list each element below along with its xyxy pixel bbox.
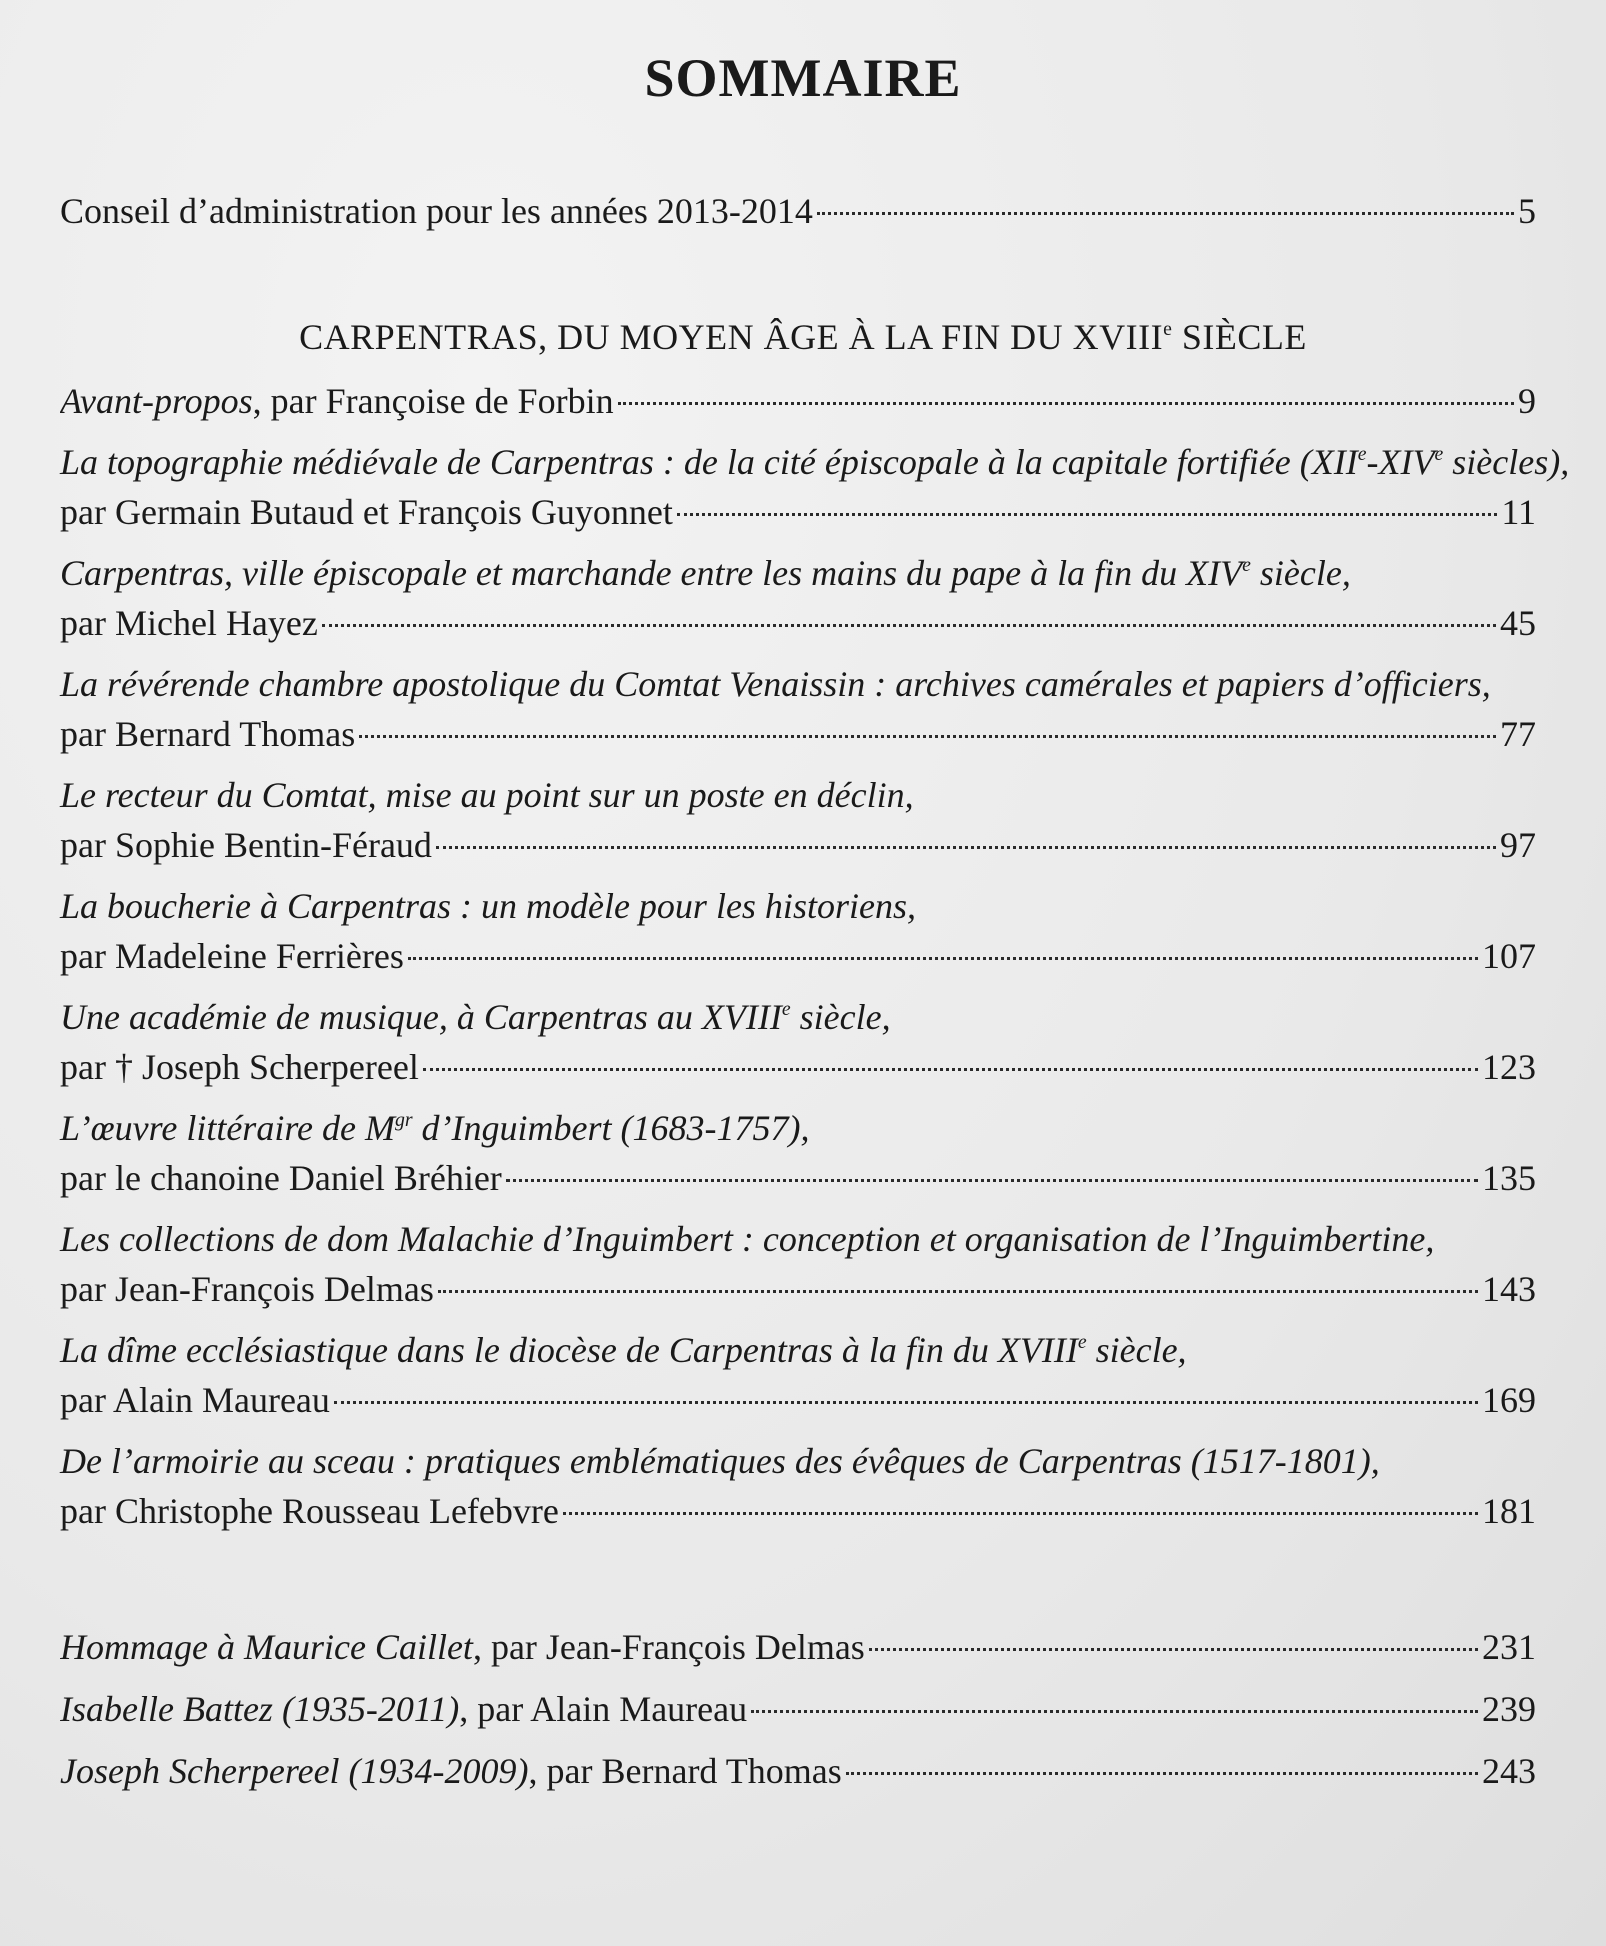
entry-text [60,376,614,426]
entry-title: De l’armoirie au sceau : pratiques emblématiques des évêques de Carpentras (1517-1801), [60,1441,1380,1481]
dot-leader [322,624,1496,627]
dot-leader [563,1512,1478,1515]
entry-author: , par Alain Maureau [459,1689,748,1729]
entry-title: L’œuvre littéraire de $M^{gr}$ d’Inguimbert (1683-1757), [60,1108,810,1148]
section-heading [0,312,1606,362]
entry-author: par Germain Butaud et François Guyonnet [60,492,673,532]
entry-title: La boucherie à Carpentras : un modèle pour les historiens, [60,886,916,926]
toc-entry-author-line [60,1375,1536,1425]
entry-author: par Madeleine Ferrières [60,936,404,976]
entry-title: Isabelle Battez (1935-2011) [60,1689,460,1729]
entry-author: , par Jean-François Delmas [472,1627,865,1667]
page-number: 123 [1482,1047,1536,1087]
dot-leader [817,212,1514,215]
section-heading-main: CARPENTRAS, DU MOYEN ÂGE À LA FIN DU XVIII [299,317,1164,357]
section-heading-sup: e [1163,318,1173,341]
toc-entry-author-line [60,1486,1536,1536]
entry-text: Conseil d’administration pour les années 2013-2014 [60,191,813,231]
toc-entry-author-line [60,931,1536,981]
page-number: 9 [1518,381,1536,421]
page-number: 77 [1500,714,1536,754]
dot-leader [869,1648,1478,1651]
dot-leader [846,1772,1478,1775]
entry-title: Une académie de musique, à Carpentras au XVIIIe siècle, [60,997,891,1037]
toc-entry-tribute [60,1622,1536,1672]
page-title: SOMMAIRE [644,48,962,108]
entry-author: par Bernard Thomas [60,714,356,754]
page-number: 181 [1482,1491,1536,1531]
toc-entry-author-line [60,487,1536,537]
entry-title: Joseph Scherpereel (1934-2009) [60,1751,529,1791]
page-number: 97 [1500,825,1536,865]
entry-author: par Alain Maureau [60,1380,330,1420]
section-heading-end: SIÈCLE [1172,317,1307,357]
dot-leader [436,846,1496,849]
page-number: 107 [1482,936,1536,976]
page-number: 135 [1482,1158,1536,1198]
entry-title: La dîme ecclésiastique dans le diocèse de Carpentras à la fin du XVIIIe siècle, [60,1330,1187,1370]
toc-entry-author-line [60,598,1536,648]
page-number: 231 [1482,1627,1536,1667]
entry-author: par † Joseph Scherpereel [60,1047,419,1087]
page-number: 45 [1500,603,1536,643]
dot-leader [618,402,1514,405]
toc-entry-author-line [60,1042,1536,1092]
page-number: 5 [1518,191,1536,231]
dot-leader [438,1290,1478,1293]
entry-title: Hommage à Maurice Caillet [60,1627,473,1667]
toc-entry-author-line [60,1264,1536,1314]
entry-author: , par Bernard Thomas [528,1751,842,1791]
toc-entry-tribute [60,1684,1536,1734]
entry-title: Avant-propos [60,381,253,421]
entry-title: Le recteur du Comtat, mise au point sur un poste en déclin, [60,775,914,815]
dot-leader [408,957,1478,960]
dot-leader [359,735,1496,738]
dot-leader [677,513,1497,516]
entry-author: , par Françoise de Forbin [252,381,614,421]
dot-leader [423,1068,1478,1071]
toc-entry-author-line [60,1153,1536,1203]
entry-author: par Christophe Rousseau Lefebvre [60,1491,559,1531]
entry-author: par Jean-François Delmas [60,1269,434,1309]
entry-author: par Michel Hayez [60,603,318,643]
toc-entry-avant-propos [60,376,1536,426]
entry-title: Carpentras, ville épiscopale et marchande entre les mains du pape à la fin du XIVe siècle, [60,553,1351,593]
page-number: 239 [1482,1689,1536,1729]
toc-entry-author-line [60,820,1536,870]
toc-entry-board [60,186,1536,236]
entry-author: par le chanoine Daniel Bréhier [60,1158,502,1198]
entry-text [60,1622,865,1672]
toc-entry-author-line [60,709,1536,759]
dot-leader [334,1401,1478,1404]
page-number: 169 [1482,1380,1536,1420]
entry-title: Les collections de dom Malachie d’Inguimbert : conception et organisation de l’Inguimbertine, [60,1219,1435,1259]
page-number: 143 [1482,1269,1536,1309]
entry-text [60,1684,747,1734]
entry-title: La topographie médiévale de Carpentras : de la cité épiscopale à la capitale fortifiée (XIIe-XIVe siècles), [60,442,1570,482]
toc-entry-tribute [60,1746,1536,1796]
dot-leader [751,1710,1478,1713]
dot-leader [506,1179,1478,1182]
page-number: 11 [1501,492,1536,532]
entry-text [60,1746,842,1796]
entry-title: La révérende chambre apostolique du Comtat Venaissin : archives camérales et papiers d’officiers, [60,664,1491,704]
entry-author: par Sophie Bentin-Féraud [60,825,432,865]
page-number: 243 [1482,1751,1536,1791]
